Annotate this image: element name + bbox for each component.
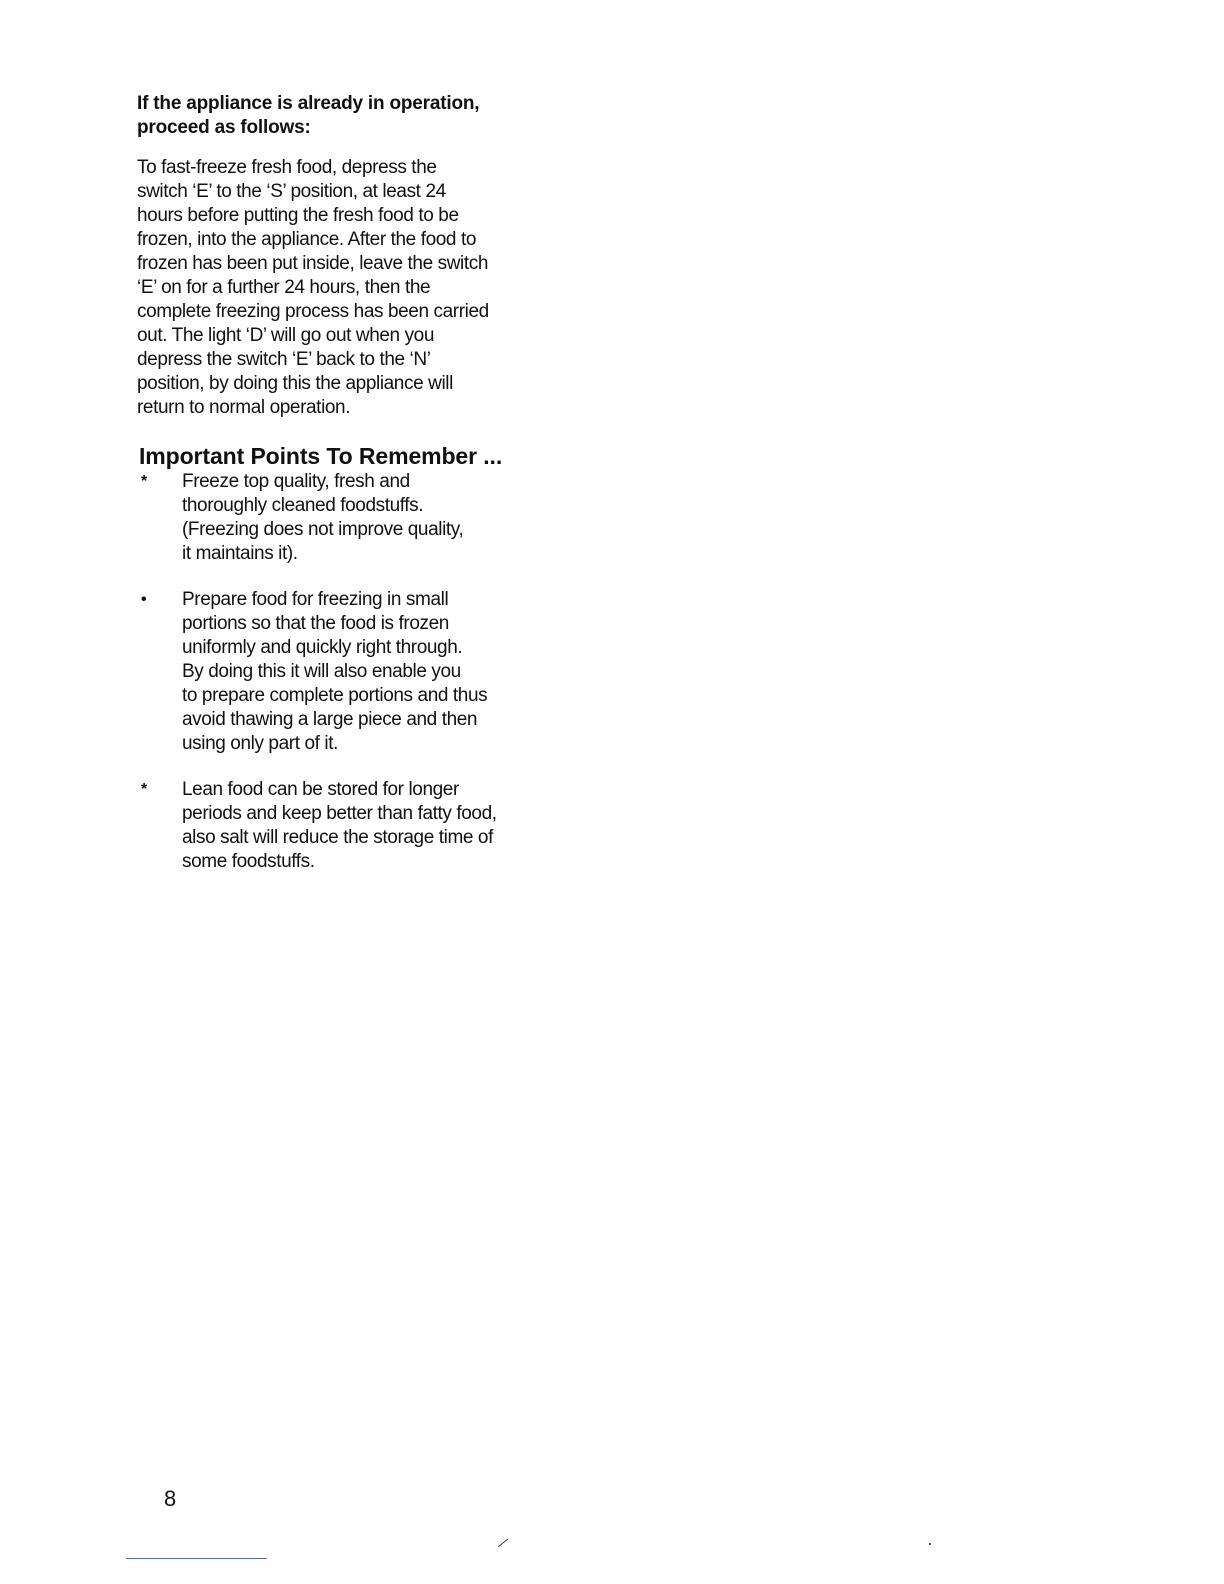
subheading-line: If the appliance is already in operation, — [137, 93, 480, 114]
paragraph-line: complete freezing process has been carried — [137, 301, 489, 322]
paragraph-line: hours before putting the fresh food to be — [137, 205, 459, 226]
bullet-text — [182, 470, 557, 566]
bullet-text — [182, 588, 557, 756]
bullet-line: portions so that the food is frozen — [182, 613, 449, 634]
paragraph-line: switch ‘E’ to the ‘S’ position, at least 24 — [137, 181, 446, 202]
bullet-line: Freeze top quality, fresh and — [182, 471, 410, 492]
paragraph-line: out. The light ‘D’ will go out when you — [137, 325, 435, 346]
bullet-line: (Freezing does not improve quality, — [182, 519, 464, 540]
bullet-line: thoroughly cleaned foodstuffs. — [182, 495, 424, 516]
bullet-dot-icon: • — [141, 591, 147, 608]
list-item — [137, 588, 557, 756]
important-points-heading: Important Points To Remember ... — [139, 443, 503, 469]
bullet-asterisk-icon: * — [141, 781, 148, 798]
bullet-line: it maintains it). — [182, 543, 298, 564]
paragraph-line: depress the switch ‘E’ back to the ‘N’ — [137, 349, 431, 370]
paragraph-line: position, by doing this the appliance will — [137, 373, 453, 394]
bullet-text — [182, 778, 557, 874]
paragraph-line: frozen has been put inside, leave the switch — [137, 253, 489, 274]
bullet-line: Prepare food for freezing in small — [182, 589, 449, 610]
scan-mark-icon — [497, 1538, 509, 1548]
paragraph-line: return to normal operation. — [137, 397, 351, 418]
operation-subheading — [137, 92, 557, 140]
paragraph-line: To fast-freeze fresh food, depress the — [137, 157, 437, 178]
scan-dot-icon — [929, 1543, 931, 1545]
paragraph-line: frozen, into the appliance. After the food to — [137, 229, 477, 250]
paragraph-line: ‘E’ on for a further 24 hours, then the — [137, 277, 431, 298]
bullet-line: also salt will reduce the storage time of — [182, 827, 493, 848]
bullet-line: to prepare complete portions and thus — [182, 685, 488, 706]
bullet-asterisk-icon: * — [141, 473, 148, 490]
bullet-line: By doing this it will also enable you — [182, 661, 461, 682]
important-points-list — [137, 470, 557, 874]
fast-freeze-paragraph — [137, 156, 557, 420]
bullet-line: Lean food can be stored for longer — [182, 779, 459, 800]
list-item — [137, 778, 557, 874]
page-content — [137, 92, 557, 874]
list-item — [137, 470, 557, 566]
bullet-line: using only part of it. — [182, 733, 338, 754]
page-number: 8 — [164, 1486, 177, 1511]
bullet-line: avoid thawing a large piece and then — [182, 709, 478, 730]
bullet-line: periods and keep better than fatty food, — [182, 803, 497, 824]
footer-rule — [126, 1558, 267, 1559]
subheading-line: proceed as follows: — [137, 117, 311, 138]
bullet-line: uniformly and quickly right through. — [182, 637, 463, 658]
bullet-line: some foodstuffs. — [182, 851, 315, 872]
